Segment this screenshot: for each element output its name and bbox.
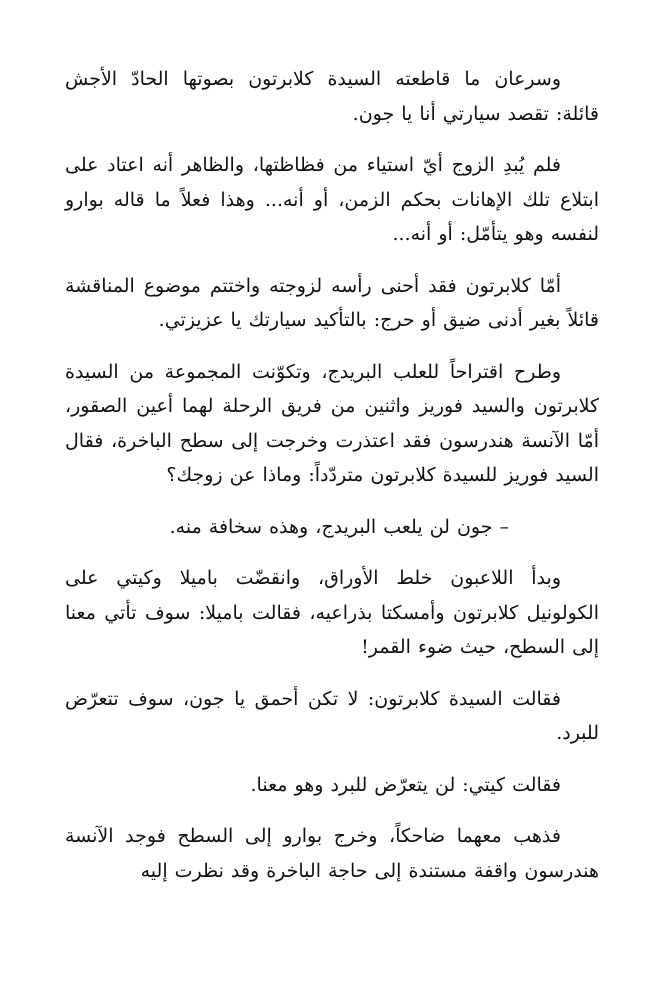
paragraph-4: وطرح اقتراحاً للعلب البريدج، وتكوّنت المجموعة من السيدة كلابرتون والسيد فوريز واثنين من فريق الرحلة لهما أعين الصقور، أمّا الآنسة هندرسون فقد اعتذرت وخرجت إلى سطح الباخرة، فقال السيد فوريز للسيدة كلابرتون متردّداً: وماذا عن زوجك؟: [65, 360, 599, 486]
paragraph-8: فقالت كيتي: لن يتعرّض للبرد وهو معنا.: [250, 773, 561, 796]
paragraph-5-dialogue: – جون لن يلعب البريدج، وهذه سخافة منه.: [169, 515, 509, 538]
paragraph-1: وسرعان ما قاطعته السيدة كلابرتون بصوتها الحادّ الأجش قائلة: تقصد سيارتي أنا يا جون.: [65, 68, 599, 125]
paragraph-3: أمّا كلابرتون فقد أحنى رأسه لزوجته واختتم موضوع المناقشة قائلاً بغير أدنى ضيق أو حرج: بالتأكيد سيارتك يا عزيزتي.: [65, 274, 599, 331]
paragraph-7: فقالت السيدة كلابرتون: لا تكن أحمق يا جون، سوف تتعرّض للبرد.: [65, 687, 599, 744]
paragraph-6: وبدأ اللاعبون خلط الأوراق، وانقضّت باميلا وكيتي على الكولونيل كلابرتون وأمسكتا بذراعيه، فقالت باميلا: سوف تأتي معنا إلى السطح، حيث ضوء القمر!: [65, 567, 599, 658]
paragraph-2: فلم يُبدِ الزوج أيّ استياء من فظاظتها، والظاهر أنه اعتاد على ابتلاع تلك الإهانات بحكم الزمن، أو أنه... وهذا فعلاً ما قاله بوارو لنفسه وهو يتأمّل: أو أنه...: [65, 154, 599, 245]
paragraph-9: فذهب معهما ضاحكاً، وخرج بوارو إلى السطح فوجد الآنسة هندرسون واقفة مستندة إلى حاجة الباخرة وقد نظرت إليه: [65, 825, 599, 882]
